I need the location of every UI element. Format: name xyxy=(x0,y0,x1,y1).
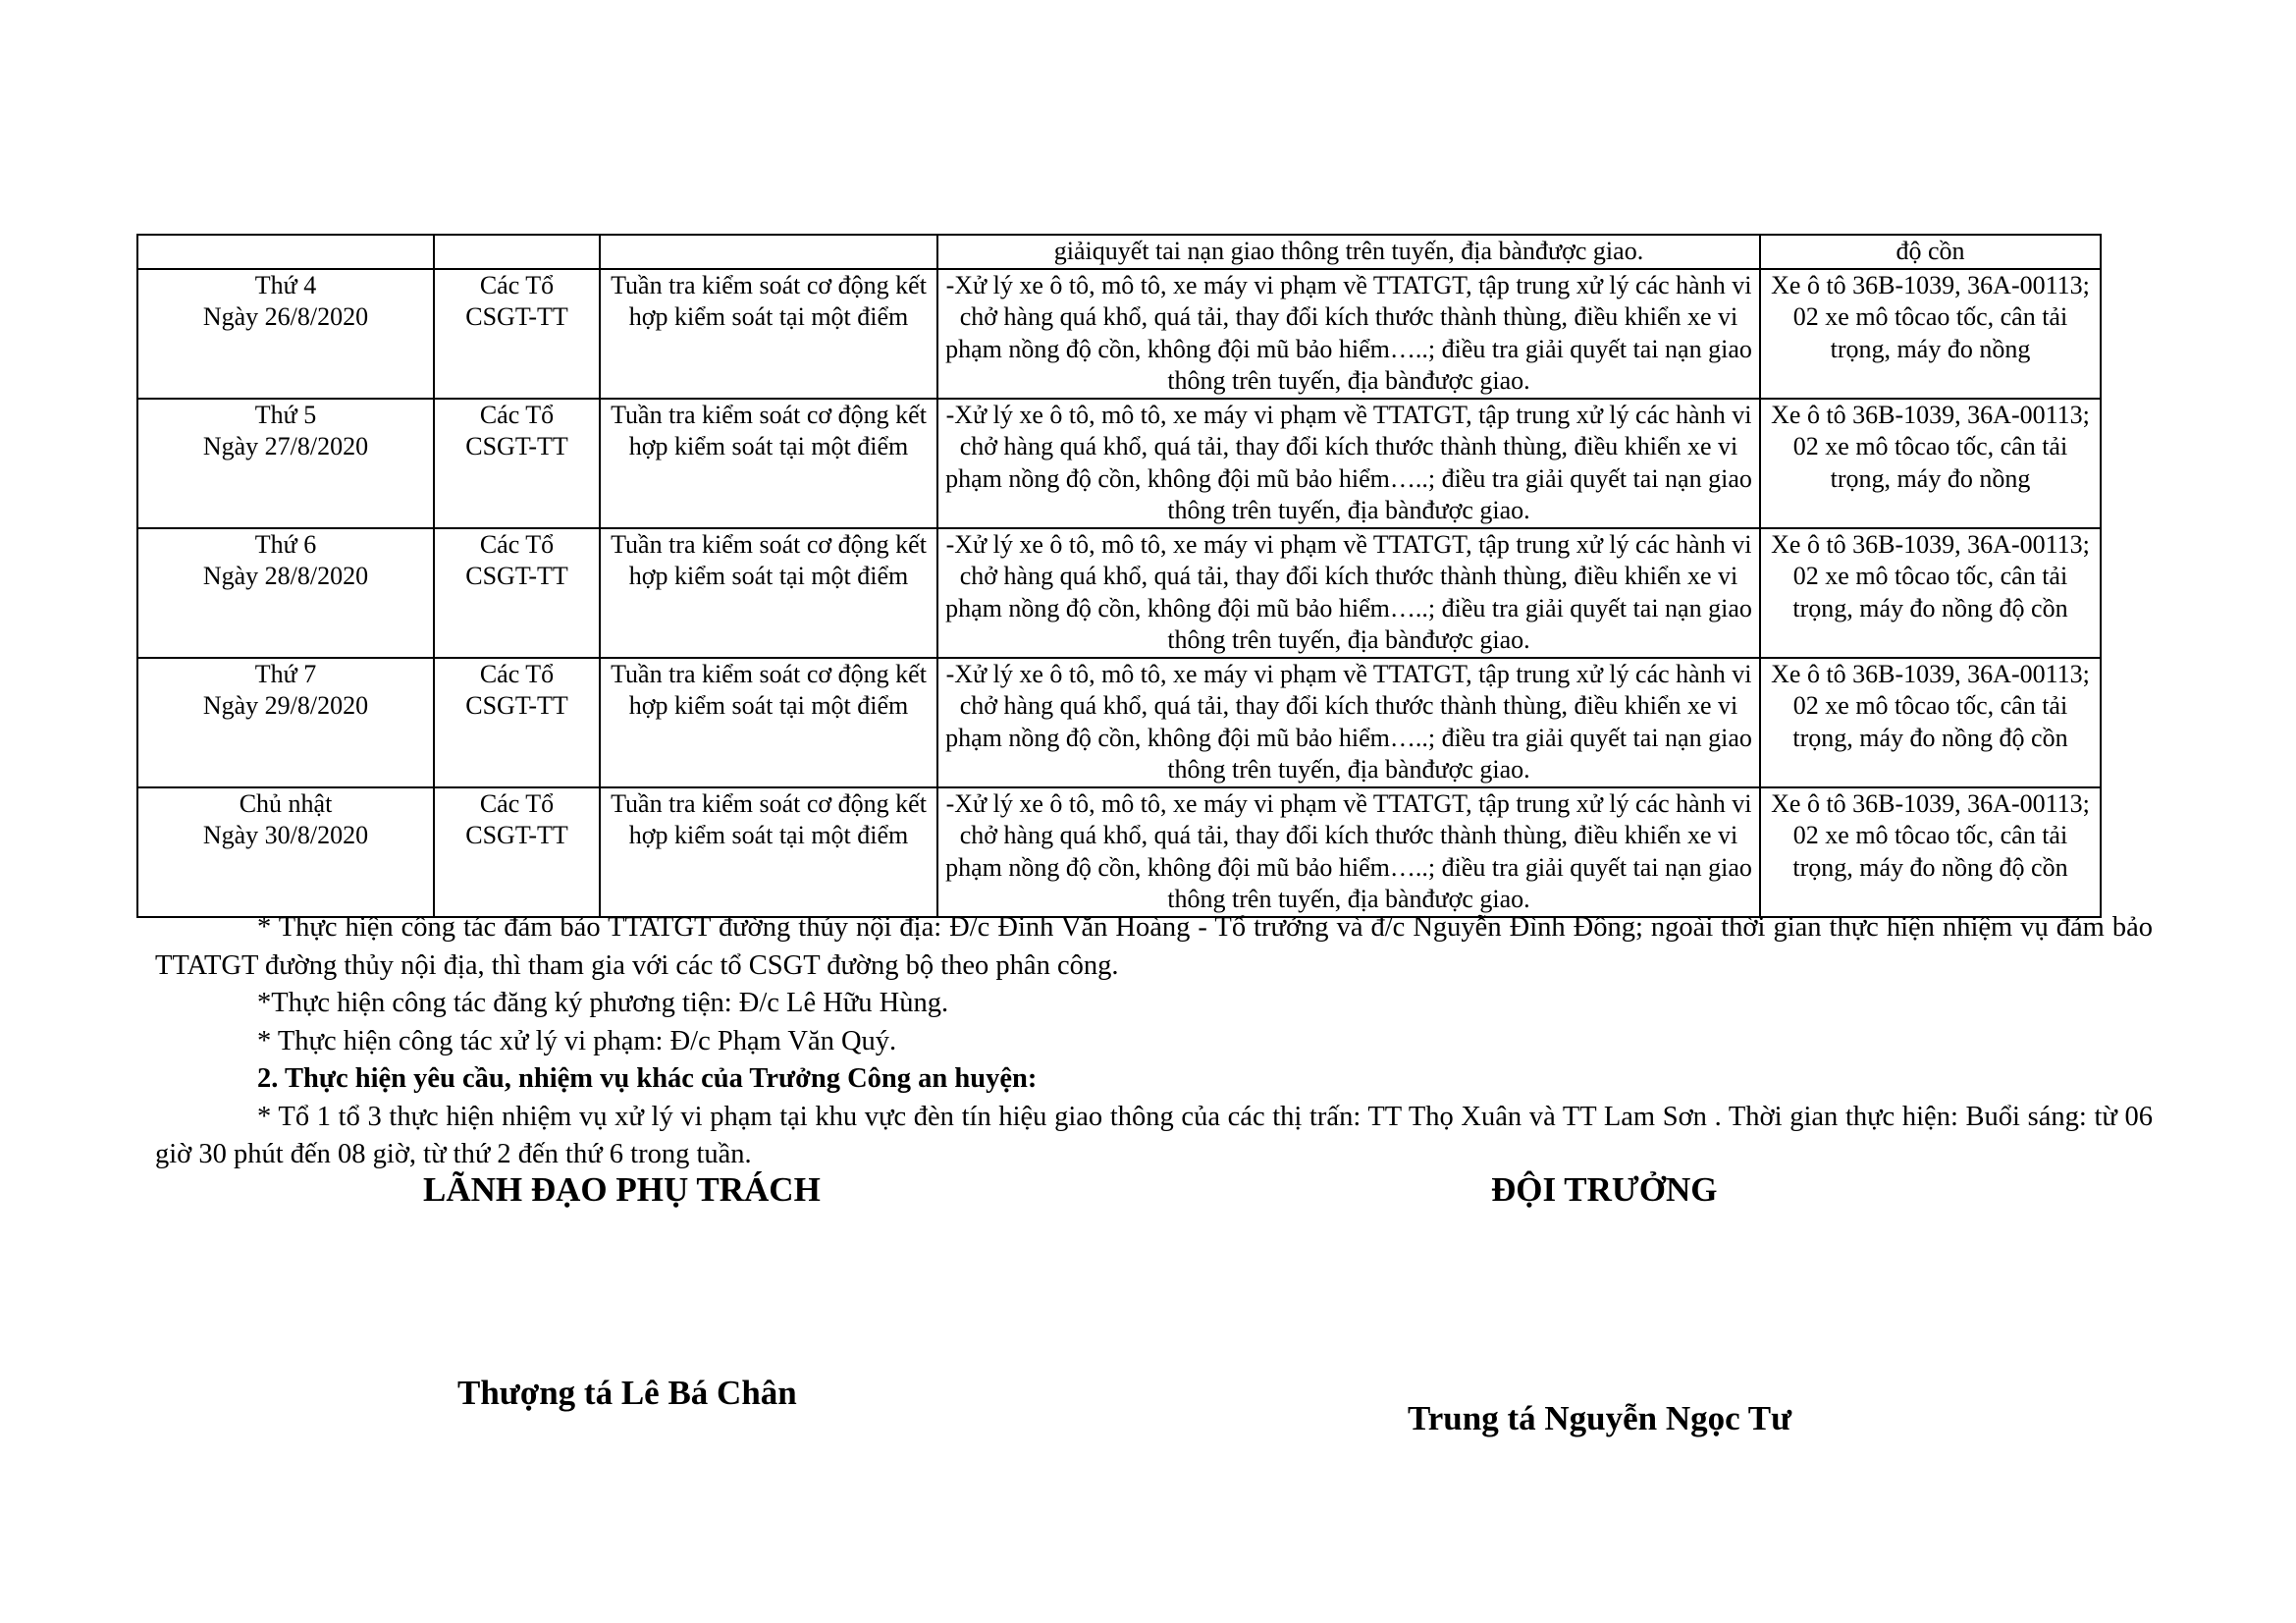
form-cell: Tuần tra kiểm soát cơ động kết hợp kiểm soát tại một điểm xyxy=(600,399,937,528)
table-row xyxy=(137,528,2101,658)
table-row xyxy=(137,658,2101,787)
unit-label: Các Tổ xyxy=(479,400,555,429)
day-cell xyxy=(137,528,434,658)
unit-label: CSGT-TT xyxy=(465,821,568,849)
equipment-cell: Xe ô tô 36B-1039, 36A-00113; 02 xe mô tôcao tốc, cân tải trọng, máy đo nồng độ cồn xyxy=(1760,658,2101,787)
right-signature-name: Trung tá Nguyễn Ngọc Tư xyxy=(1408,1399,1792,1437)
day-label: Thứ 6 xyxy=(254,529,317,559)
day-label: Thứ 7 xyxy=(254,659,317,688)
date-label: Ngày 27/8/2020 xyxy=(202,432,369,460)
activity-cell: -Xử lý xe ô tô, mô tô, xe máy vi phạm về TTATGT, tập trung xử lý các hành vi chở hàng quá khổ, quá tải, thay đổi kích thước thành thùng, điều khiển xe vi phạm nồng độ cồn, không đội mũ bảo hiểm…..; điều tra giải quyết tai nạn giao thông trên tuyến, địa bànđược giao. xyxy=(937,399,1760,528)
unit-label: Các Tổ xyxy=(479,788,555,818)
activity-cell: giảiquyết tai nạn giao thông trên tuyến, địa bànđược giao. xyxy=(937,235,1760,269)
form-cell: Tuần tra kiểm soát cơ động kết hợp kiểm soát tại một điểm xyxy=(600,787,937,917)
unit-label: CSGT-TT xyxy=(465,432,568,460)
unit-label: CSGT-TT xyxy=(465,302,568,331)
activity-cell: -Xử lý xe ô tô, mô tô, xe máy vi phạm về TTATGT, tập trung xử lý các hành vi chở hàng quá khổ, quá tải, thay đổi kích thước thành thùng, điều khiển xe vi phạm nồng độ cồn, không đội mũ bảo hiểm…..; điều tra giải quyết tai nạn giao thông trên tuyến, địa bànđược giao. xyxy=(937,528,1760,658)
form-cell: Tuần tra kiểm soát cơ động kết hợp kiểm soát tại một điểm xyxy=(600,528,937,658)
date-label: Ngày 29/8/2020 xyxy=(202,691,369,720)
equipment-cell: độ cồn xyxy=(1760,235,2101,269)
equipment-cell: Xe ô tô 36B-1039, 36A-00113; 02 xe mô tôcao tốc, cân tải trọng, máy đo nồng độ cồn xyxy=(1760,528,2101,658)
form-cell xyxy=(600,235,937,269)
note-paragraph: * Tổ 1 tổ 3 thực hiện nhiệm vụ xử lý vi phạm tại khu vực đèn tín hiệu giao thông của các thị trấn: TT Thọ Xuân và TT Lam Sơn . Thời gian thực hiện: Buổi sáng: từ 06 giờ 30 phút đến 08 giờ, từ thứ 2 đến thứ 6 trong tuần. xyxy=(155,1101,2153,1169)
date-label: Ngày 28/8/2020 xyxy=(202,562,369,590)
date-label: Ngày 26/8/2020 xyxy=(202,302,369,331)
day-cell xyxy=(137,269,434,399)
equipment-cell: Xe ô tô 36B-1039, 36A-00113; 02 xe mô tôcao tốc, cân tải trọng, máy đo nồng xyxy=(1760,269,2101,399)
activity-cell: -Xử lý xe ô tô, mô tô, xe máy vi phạm về TTATGT, tập trung xử lý các hành vi chở hàng quá khổ, quá tải, thay đổi kích thước thành thùng, điều khiển xe vi phạm nồng độ cồn, không đội mũ bảo hiểm…..; điều tra giải quyết tai nạn giao thông trên tuyến, địa bànđược giao. xyxy=(937,658,1760,787)
unit-label: CSGT-TT xyxy=(465,562,568,590)
duty-schedule-table xyxy=(136,234,2102,918)
unit-cell xyxy=(434,528,600,658)
unit-cell xyxy=(434,269,600,399)
unit-cell xyxy=(434,235,600,269)
day-cell xyxy=(137,787,434,917)
unit-label: Các Tổ xyxy=(479,659,555,688)
left-signature-name: Thượng tá Lê Bá Chân xyxy=(457,1374,797,1412)
day-cell xyxy=(137,235,434,269)
note-paragraph: * Thực hiện công tác xử lý vi phạm: Đ/c Phạm Văn Quý. xyxy=(257,1025,897,1056)
table-row xyxy=(137,787,2101,917)
day-label: Thứ 5 xyxy=(254,400,317,429)
unit-cell xyxy=(434,399,600,528)
unit-label: CSGT-TT xyxy=(465,691,568,720)
table-row xyxy=(137,269,2101,399)
right-signature-title: ĐỘI TRƯỞNG xyxy=(1491,1170,1718,1209)
date-label: Ngày 30/8/2020 xyxy=(202,821,369,849)
table-row xyxy=(137,399,2101,528)
activity-cell: -Xử lý xe ô tô, mô tô, xe máy vi phạm về TTATGT, tập trung xử lý các hành vi chở hàng quá khổ, quá tải, thay đổi kích thước thành thùng, điều khiển xe vi phạm nồng độ cồn, không đội mũ bảo hiểm…..; điều tra giải quyết tai nạn giao thông trên tuyến, địa bànđược giao. xyxy=(937,269,1760,399)
unit-label: Các Tổ xyxy=(479,529,555,559)
equipment-cell: Xe ô tô 36B-1039, 36A-00113; 02 xe mô tôcao tốc, cân tải trọng, máy đo nồng xyxy=(1760,399,2101,528)
unit-cell xyxy=(434,658,600,787)
note-paragraph: * Thực hiện công tác đảm bảo TTATGT đường thủy nội địa: Đ/c Đinh Văn Hoàng - Tổ trưởng và đ/c Nguyễn Đình Đông; ngoài thời gian thực hiện nhiệm vụ đảm bảo TTATGT đường thủy nội địa, thì tham gia với các tổ CSGT đường bộ theo phân công. xyxy=(155,912,2153,981)
left-signature-title: LÃNH ĐẠO PHỤ TRÁCH xyxy=(423,1170,821,1209)
day-label: Thứ 4 xyxy=(254,270,317,299)
day-cell xyxy=(137,658,434,787)
table-row-continuation xyxy=(137,235,2101,269)
form-cell: Tuần tra kiểm soát cơ động kết hợp kiểm soát tại một điểm xyxy=(600,269,937,399)
note-paragraph: *Thực hiện công tác đăng ký phương tiện: Đ/c Lê Hữu Hùng. xyxy=(257,988,949,1018)
schedule-table-body xyxy=(137,235,2101,917)
unit-cell xyxy=(434,787,600,917)
day-label: Chủ nhật xyxy=(239,788,333,818)
unit-label: Các Tổ xyxy=(479,270,555,299)
activity-cell: -Xử lý xe ô tô, mô tô, xe máy vi phạm về TTATGT, tập trung xử lý các hành vi chở hàng quá khổ, quá tải, thay đổi kích thước thành thùng, điều khiển xe vi phạm nồng độ cồn, không đội mũ bảo hiểm…..; điều tra giải quyết tai nạn giao thông trên tuyến, địa bànđược giao. xyxy=(937,787,1760,917)
day-cell xyxy=(137,399,434,528)
section-heading: 2. Thực hiện yêu cầu, nhiệm vụ khác của Trưởng Công an huyện: xyxy=(257,1063,1038,1094)
equipment-cell: Xe ô tô 36B-1039, 36A-00113; 02 xe mô tôcao tốc, cân tải trọng, máy đo nồng độ cồn xyxy=(1760,787,2101,917)
form-cell: Tuần tra kiểm soát cơ động kết hợp kiểm soát tại một điểm xyxy=(600,658,937,787)
notes-section xyxy=(155,909,2153,1174)
